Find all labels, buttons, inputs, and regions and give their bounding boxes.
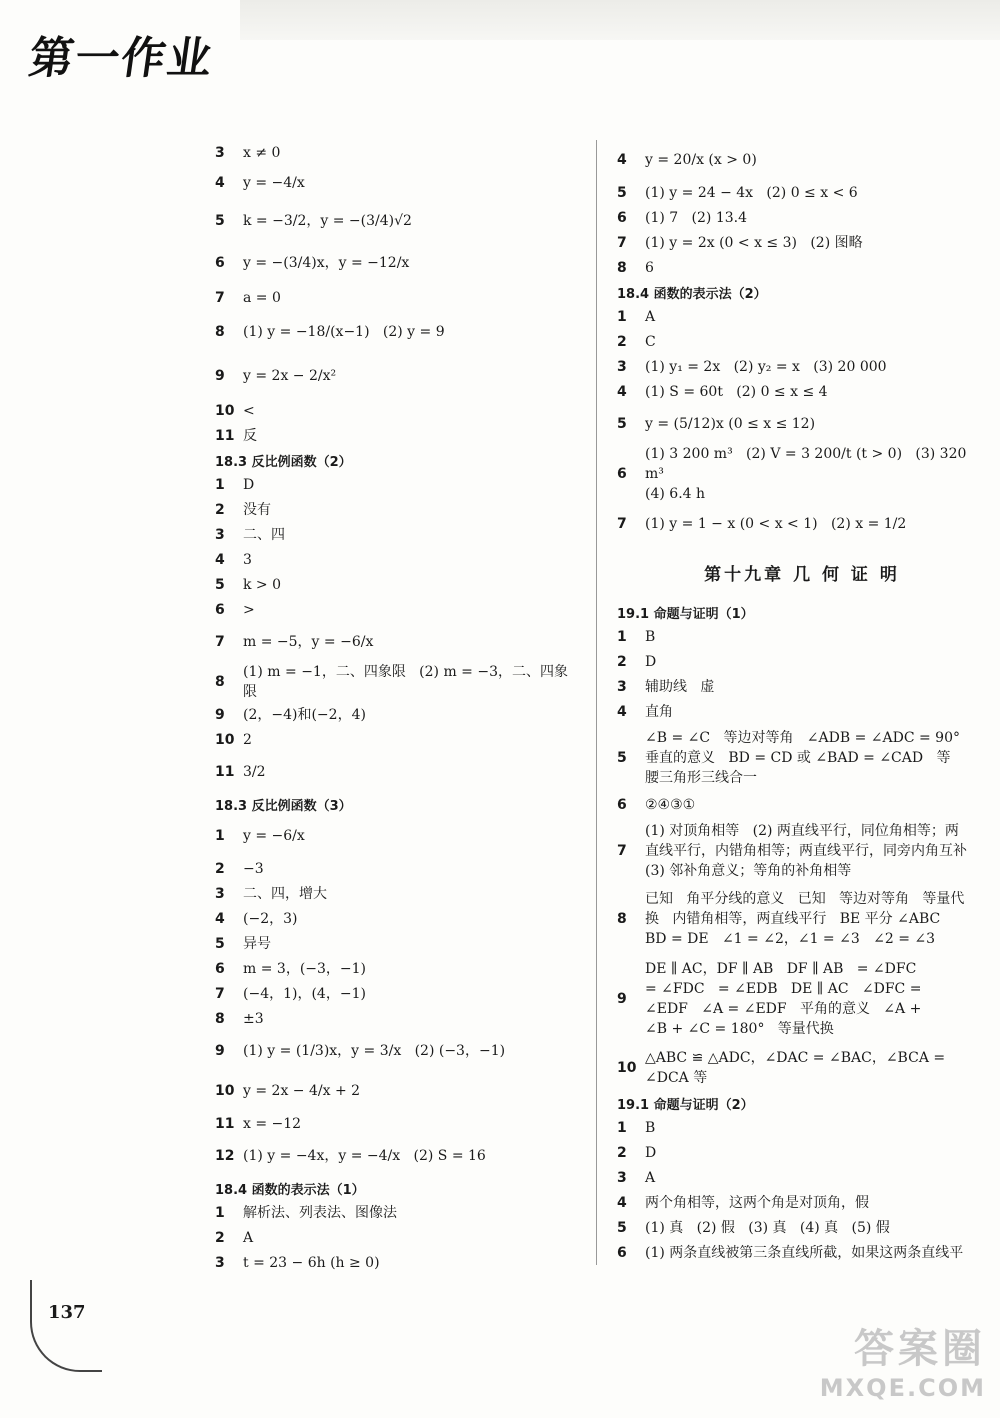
answer-text: >	[243, 601, 255, 618]
answer-item	[617, 180, 987, 205]
answer-text: (1) 3 200 m³ (2) V = 3 200/t (t > 0) (3) 320 m³ (4) 6.4 h	[645, 446, 967, 502]
answer-item	[215, 956, 575, 981]
answer-item	[215, 752, 575, 792]
answer-number: 5	[617, 416, 627, 432]
answer-item	[215, 622, 575, 662]
answer-item	[215, 497, 575, 522]
answer-number: 3	[215, 526, 225, 543]
answer-item	[617, 624, 987, 649]
answer-item	[617, 1045, 987, 1091]
answer-number: 3	[617, 1169, 627, 1186]
answer-text: (1) y₁ = 2x (2) y₂ = x (3) 20 000	[645, 358, 887, 375]
answer-item	[215, 472, 575, 497]
answer-item	[617, 1165, 987, 1190]
answer-text: 反	[243, 427, 257, 444]
answer-number: 5	[617, 1219, 627, 1236]
answer-item	[215, 165, 575, 201]
answer-item	[617, 255, 987, 280]
answer-number: 2	[617, 653, 627, 670]
answer-item	[617, 1190, 987, 1215]
answer-text: ②④③①	[645, 796, 696, 813]
answer-item	[617, 404, 987, 444]
answer-number: 10	[617, 1060, 637, 1076]
answer-number: 5	[215, 935, 225, 952]
answer-text: (1) y = 2x (0 < x ≤ 3) (2) 图略	[645, 234, 863, 251]
answer-text: (1) y = 1 − x (0 < x < 1) (2) x = 1/2	[645, 516, 907, 532]
answer-number: 8	[215, 1010, 225, 1027]
answer-item	[215, 1250, 575, 1275]
answer-item	[617, 379, 987, 404]
answer-text: (1) S = 60t (2) 0 ≤ x ≤ 4	[645, 383, 828, 400]
page-number: 137	[48, 1302, 86, 1323]
answer-number: 7	[617, 234, 627, 251]
answer-item	[215, 1111, 575, 1136]
answer-text: 二、四	[243, 526, 285, 543]
answer-number: 9	[215, 368, 225, 384]
answer-number: 1	[617, 628, 627, 645]
answer-number: 9	[215, 706, 225, 723]
answer-number: 7	[215, 289, 225, 306]
answer-number: 4	[617, 703, 627, 720]
answer-text: 解析法、列表法、图像法	[243, 1204, 397, 1221]
answer-item	[215, 981, 575, 1006]
answer-item	[617, 1115, 987, 1140]
answer-item	[215, 423, 575, 448]
answer-number: 12	[215, 1148, 235, 1164]
answer-text: −3	[243, 860, 264, 877]
answer-item	[215, 727, 575, 752]
brand-logo: 第一作业	[25, 33, 217, 84]
answer-text: 6	[645, 259, 654, 276]
answer-number: 3	[215, 144, 225, 161]
answer-text: y = −4/x	[243, 175, 305, 191]
answer-text: (1) y = −18/(x−1) (2) y = 9	[243, 324, 445, 340]
answer-item	[617, 1215, 987, 1240]
answer-text: k > 0	[243, 576, 282, 593]
answer-item	[215, 201, 575, 241]
answer-text: 已知 角平分线的意义 已知 等边对等角 等量代 换 内错角相等，两直线平行 BE 平分 ∠ABC BD = DE ∠1 = ∠2，∠1 = ∠3 ∠2 = ∠3	[645, 891, 965, 947]
answer-text: B	[645, 1119, 656, 1136]
answer-text: y = −6/x	[243, 828, 305, 844]
answer-text: A	[645, 308, 656, 325]
answer-item	[617, 1240, 987, 1265]
answer-item	[215, 856, 575, 881]
section-heading: 19.1 命题与证明（1）	[617, 606, 754, 622]
answer-item	[617, 354, 987, 379]
answer-item	[215, 241, 575, 285]
answer-text: (1) y = −4x，y = −4/x (2) S = 16	[243, 1148, 486, 1164]
answer-text: (−4，1)，(4，−1)	[243, 985, 366, 1002]
column-divider	[596, 140, 597, 1265]
answer-number: 2	[215, 1229, 225, 1246]
answer-item	[617, 329, 987, 354]
answer-text: B	[645, 628, 656, 645]
answer-text: (1) y = 24 − 4x (2) 0 ≤ x < 6	[645, 184, 858, 201]
answer-number: 3	[215, 885, 225, 902]
answer-number: 6	[617, 466, 627, 482]
answer-item	[617, 817, 987, 885]
section-heading: 19.1 命题与证明（2）	[617, 1097, 754, 1113]
answer-number: 2	[215, 501, 225, 518]
answer-text: (2，−4)和(−2，4)	[243, 706, 366, 723]
section-heading: 18.3 反比例函数（3）	[215, 798, 352, 814]
watermark	[820, 1317, 986, 1402]
section-heading: 18.3 反比例函数（2）	[215, 454, 352, 470]
answer-item	[215, 140, 575, 165]
answer-number: 6	[215, 960, 225, 977]
answer-text: m = 3，(−3，−1)	[243, 960, 367, 977]
answer-text: D	[645, 653, 657, 670]
answer-number: 11	[215, 764, 235, 780]
answer-number: 4	[215, 551, 225, 568]
answer-item	[617, 953, 987, 1045]
answer-number: 11	[215, 1115, 235, 1132]
answer-text: (1) m = −1，二、四象限 (2) m = −3，二、四象限	[243, 664, 569, 700]
answer-text: A	[645, 1169, 656, 1186]
answer-item	[215, 702, 575, 727]
answer-item	[215, 285, 575, 310]
answer-item	[617, 205, 987, 230]
answer-text: ∠B = ∠C 等边对等角 ∠ADB = ∠ADC = 90° 垂直的意义 BD = CD 或 ∠BAD = ∠CAD 等 腰三角形三线合一	[645, 730, 960, 786]
answer-item	[215, 1225, 575, 1250]
chapter-heading: 第十九章 几 何 证 明	[704, 564, 900, 585]
answer-number: 5	[215, 213, 225, 229]
answer-text: (1) y = (1/3)x，y = 3/x (2) (−3，−1)	[243, 1043, 506, 1059]
answer-item	[215, 881, 575, 906]
answer-item	[617, 649, 987, 674]
answer-number: 7	[215, 634, 225, 650]
answer-text: C	[645, 333, 656, 350]
answer-number: 5	[215, 576, 225, 593]
answer-text: 2	[243, 731, 252, 748]
answer-number: 9	[215, 1043, 225, 1059]
answer-text: k = −3/2，y = −(3/4)√2	[243, 213, 412, 229]
answer-item	[617, 885, 987, 953]
answer-number: 5	[617, 184, 627, 201]
answer-number: 3	[215, 1254, 225, 1271]
answer-number: 4	[617, 1194, 627, 1211]
answer-item	[215, 1136, 575, 1176]
answer-number: 7	[617, 516, 627, 532]
answer-number: 7	[215, 985, 225, 1002]
answer-text: t = 23 − 6h (h ≥ 0)	[243, 1254, 380, 1271]
answer-number: 8	[215, 324, 225, 340]
answer-number: 8	[215, 674, 225, 690]
answer-item	[617, 140, 987, 180]
answer-text: 辅助线 虚	[645, 678, 715, 695]
answer-item	[215, 398, 575, 423]
answer-text: (1) 7 (2) 13.4	[645, 209, 747, 226]
answer-number: 4	[215, 910, 225, 927]
answer-text: y = 2x − 2/x²	[243, 368, 337, 384]
answer-item	[215, 522, 575, 547]
section-heading: 18.4 函数的表示法（2）	[617, 286, 767, 302]
answer-number: 1	[215, 476, 225, 493]
answer-text: 二、四，增大	[243, 885, 327, 902]
answer-number: 2	[617, 1144, 627, 1161]
answer-number: 6	[215, 255, 225, 271]
answer-number: 4	[617, 152, 627, 168]
answer-number: 1	[617, 1119, 627, 1136]
section-heading: 18.4 函数的表示法（1）	[215, 1182, 365, 1198]
answer-item	[617, 304, 987, 329]
answer-number: 5	[617, 750, 627, 766]
answer-text: 两个角相等，这两个角是对顶角，假	[645, 1194, 869, 1211]
answer-item	[215, 572, 575, 597]
top-shade	[240, 0, 1000, 40]
answer-text: y = 2x − 4/x + 2	[243, 1083, 361, 1099]
answer-number: 10	[215, 402, 235, 419]
answer-text: DE ∥ AC，DF ∥ AB DF ∥ AB = ∠DFC = ∠FDC = ∠EDB DE ∥ AC ∠DFC = ∠EDF ∠A = ∠EDF 平角的意义 ∠A + ∠B + ∠C = 180° 等量代换	[645, 961, 922, 1037]
answer-number: 2	[215, 860, 225, 877]
answer-number: 6	[617, 209, 627, 226]
answer-number: 6	[617, 796, 627, 813]
answer-text: (1) 两条直线被第三条直线所截，如果这两条直线平	[645, 1244, 964, 1261]
answer-item	[617, 674, 987, 699]
answer-text: x = −12	[243, 1115, 302, 1132]
answer-item	[215, 597, 575, 622]
answer-text: m = −5，y = −6/x	[243, 634, 374, 650]
answer-item	[215, 906, 575, 931]
answer-item	[617, 504, 987, 544]
answer-number: 1	[617, 308, 627, 325]
answer-item	[215, 1200, 575, 1225]
answer-number: 7	[617, 843, 627, 859]
answer-number: 4	[215, 175, 225, 191]
answer-number: 6	[215, 601, 225, 618]
answer-item	[215, 816, 575, 856]
answer-text: 3	[243, 551, 252, 568]
answer-item	[215, 662, 575, 702]
answer-item	[617, 792, 987, 817]
answer-text: 异号	[243, 935, 271, 952]
answer-item	[617, 444, 987, 504]
answer-item	[617, 230, 987, 255]
answer-number: 3	[617, 678, 627, 695]
answer-text: 直角	[645, 703, 673, 720]
answer-text: ±3	[243, 1010, 264, 1027]
answer-text: y = (5/12)x (0 ≤ x ≤ 12)	[645, 416, 816, 432]
answer-item	[215, 1006, 575, 1031]
answer-item	[215, 310, 575, 354]
answer-number: 10	[215, 1083, 235, 1099]
page-number-arc	[30, 1280, 102, 1372]
answer-number: 6	[617, 1244, 627, 1261]
answer-item	[215, 1031, 575, 1071]
left-answer-column	[215, 140, 575, 1275]
answer-text: <	[243, 402, 255, 419]
answer-number: 2	[617, 333, 627, 350]
answer-item	[215, 1071, 575, 1111]
answer-text: (−2，3)	[243, 910, 298, 927]
answer-number: 1	[215, 828, 225, 844]
answer-number: 10	[215, 731, 235, 748]
answer-number: 9	[617, 991, 627, 1007]
answer-text: A	[243, 1229, 254, 1246]
answer-text: (1) 真 (2) 假 (3) 真 (4) 真 (5) 假	[645, 1219, 890, 1236]
answer-item	[617, 724, 987, 792]
answer-item	[215, 547, 575, 572]
answer-number: 1	[215, 1204, 225, 1221]
answer-item	[215, 931, 575, 956]
answer-item	[215, 354, 575, 398]
answer-text: (1) 对顶角相等 (2) 两直线平行，同位角相等；两 直线平行，内错角相等；两直线平行，同旁内角互补 (3) 邻补角意义；等角的补角相等	[645, 823, 967, 879]
answer-number: 4	[617, 383, 627, 400]
answer-text: a = 0	[243, 289, 281, 306]
answer-text: x ≠ 0	[243, 144, 281, 161]
answer-text: D	[243, 476, 255, 493]
answer-item	[617, 1140, 987, 1165]
answer-text: D	[645, 1144, 657, 1161]
answer-text: y = −(3/4)x，y = −12/x	[243, 255, 410, 271]
watermark-logo-text: 答案圈	[854, 1326, 986, 1372]
answer-text: △ABC ≌ △ADC，∠DAC = ∠BAC，∠BCA = ∠DCA 等	[645, 1050, 946, 1086]
answer-text: y = 20/x (x > 0)	[645, 152, 757, 168]
answer-item	[617, 699, 987, 724]
right-answer-column	[617, 140, 987, 1265]
answer-number: 8	[617, 259, 627, 276]
answer-number: 3	[617, 358, 627, 375]
answer-number: 11	[215, 427, 235, 444]
answer-text: 没有	[243, 501, 271, 518]
watermark-url: MXQE.COM	[819, 1374, 986, 1402]
answer-number: 8	[617, 911, 627, 927]
answer-text: 3/2	[243, 764, 266, 780]
